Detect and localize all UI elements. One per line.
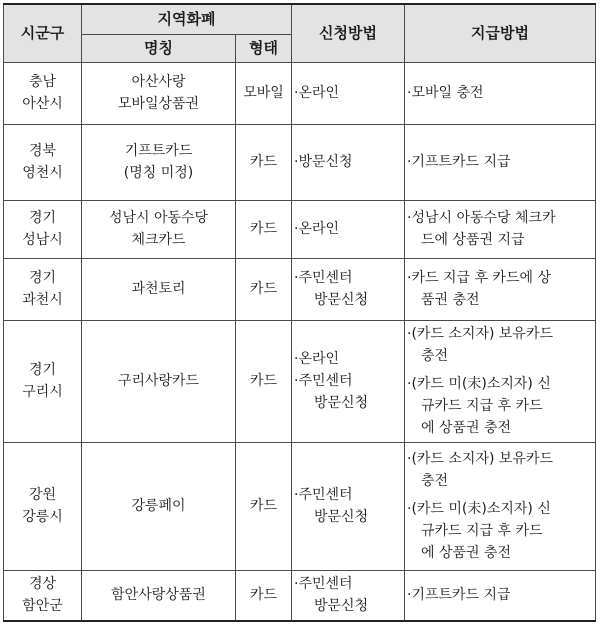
apply-method-line: 방문신청 [314, 509, 369, 525]
region-cell-line: 강릉시 [22, 509, 63, 525]
table-wrapper [3, 3, 596, 622]
currency-name-cell-line: 체크카드 [131, 232, 186, 248]
pay-method-line: 품권 충전 [421, 292, 480, 308]
region-cell [4, 124, 82, 200]
pay-method-line: ·카드 지급 후 카드에 상 [407, 270, 551, 286]
region-cell-line: 충남 [28, 74, 57, 90]
table-row [4, 124, 596, 200]
table-row [4, 62, 596, 124]
region-cell [4, 320, 82, 442]
region-cell-line: 성남시 [22, 232, 63, 248]
apply-method-line: ·온라인 [294, 351, 340, 367]
pay-method-line: 드에 상품권 지급 [421, 232, 525, 248]
region-cell-line: 구리시 [22, 384, 63, 400]
currency-type-cell: 모바일 [236, 62, 292, 124]
currency-type-cell: 카드 [236, 200, 292, 258]
region-cell-line: 경북 [28, 143, 57, 159]
pay-method-line: 충전 [421, 473, 449, 489]
region-cell [4, 442, 82, 570]
pay-method-cell [405, 124, 596, 200]
pay-method-cell [405, 200, 596, 258]
pay-method-line: 에 상품권 충전 [421, 420, 512, 436]
currency-name-cell [82, 200, 236, 258]
apply-method-cell [292, 258, 405, 320]
currency-name-cell-line: 구리사랑카드 [117, 373, 200, 389]
region-cell [4, 570, 82, 621]
currency-name-cell-line: 성남시 아동수당 [108, 210, 209, 226]
header-name: 명칭 [82, 34, 236, 62]
region-cell [4, 200, 82, 258]
currency-name-cell-line: 과천토리 [131, 281, 186, 297]
currency-type-cell: 카드 [236, 258, 292, 320]
table-body [4, 62, 596, 621]
region-cell-line: 경기 [28, 270, 57, 286]
table-row [4, 320, 596, 442]
pay-method-line: ·(카드 미(未)소지자) 신 [407, 501, 551, 517]
region-cell-line: 영천시 [22, 165, 63, 181]
currency-type-cell: 카드 [236, 320, 292, 442]
currency-name-cell-line: 아산사랑 [131, 74, 186, 90]
currency-name-cell-line: (명칭 미정) [123, 165, 194, 181]
region-cell-line: 경기 [28, 210, 57, 226]
currency-type-cell: 카드 [236, 124, 292, 200]
region-cell [4, 62, 82, 124]
currency-name-cell [82, 570, 236, 621]
pay-method-line: 에 상품권 충전 [421, 545, 512, 561]
currency-name-cell [82, 258, 236, 320]
pay-method-line: ·(카드 소지자) 보유카드 [407, 326, 553, 342]
pay-method-line: ·(카드 소지자) 보유카드 [407, 451, 553, 467]
table-row [4, 258, 596, 320]
header-apply: 신청방법 [292, 4, 405, 62]
header-row-1 [4, 4, 596, 34]
region-cell [4, 258, 82, 320]
pay-method-line: ·모바일 충전 [407, 85, 484, 101]
pay-method-line: 규카드 지급 후 카드 [421, 398, 543, 414]
currency-name-cell [82, 442, 236, 570]
region-cell-line: 과천시 [22, 292, 63, 308]
table-row [4, 570, 596, 621]
pay-method-line: 규카드 지급 후 카드 [421, 523, 543, 539]
apply-method-line: ·온라인 [294, 85, 340, 101]
apply-method-line: 방문신청 [314, 395, 369, 411]
currency-name-cell-line: 기프트카드 [124, 143, 193, 159]
apply-method-line: ·방문신청 [294, 154, 353, 170]
apply-method-cell [292, 200, 405, 258]
pay-method-cell [405, 442, 596, 570]
apply-method-line: ·온라인 [294, 221, 340, 237]
header-region: 시군구 [4, 4, 82, 62]
pay-method-line: ·기프트카드 지급 [407, 154, 511, 170]
currency-type-cell: 카드 [236, 570, 292, 621]
pay-method-line: ·기프트카드 지급 [407, 587, 511, 604]
table-row [4, 200, 596, 258]
currency-name-cell [82, 124, 236, 200]
pay-method-line: ·(카드 미(未)소지자) 신 [407, 376, 551, 392]
currency-name-cell-line: 함안사랑상품권 [111, 587, 206, 604]
apply-method-cell [292, 570, 405, 621]
pay-method-line: 충전 [421, 348, 449, 364]
table-row [4, 442, 596, 570]
apply-method-line: 방문신청 [314, 292, 369, 308]
header-currency-group: 지역화폐 [82, 4, 292, 34]
apply-method-line: ·주민센터 [294, 270, 353, 286]
pay-method-cell [405, 258, 596, 320]
apply-method-cell [292, 62, 405, 124]
header-type: 형태 [236, 34, 292, 62]
apply-method-line: ·주민센터 [294, 487, 353, 503]
region-cell-line: 아산시 [22, 96, 63, 112]
currency-name-cell [82, 62, 236, 124]
apply-method-cell [292, 320, 405, 442]
apply-method-cell [292, 124, 405, 200]
currency-name-cell [82, 320, 236, 442]
apply-method-line: ·주민센터 [294, 373, 353, 389]
currency-type-cell: 카드 [236, 442, 292, 570]
pay-method-cell [405, 62, 596, 124]
region-cell-line: 함안군 [22, 598, 63, 615]
currency-name-cell-line: 모바일상품권 [117, 96, 200, 112]
apply-method-cell [292, 442, 405, 570]
region-cell-line: 경기 [28, 362, 57, 378]
apply-method-line: 방문신청 [314, 598, 369, 615]
pay-method-line: ·성남시 아동수당 체크카 [407, 210, 556, 226]
header-pay: 지급방법 [405, 4, 596, 62]
currency-name-cell-line: 강릉페이 [131, 498, 186, 514]
pay-method-cell [405, 570, 596, 621]
apply-method-line: ·주민센터 [294, 576, 353, 593]
pay-method-cell [405, 320, 596, 442]
region-cell-line: 경상 [28, 576, 57, 593]
local-currency-table [3, 3, 596, 622]
region-cell-line: 강원 [28, 487, 57, 503]
